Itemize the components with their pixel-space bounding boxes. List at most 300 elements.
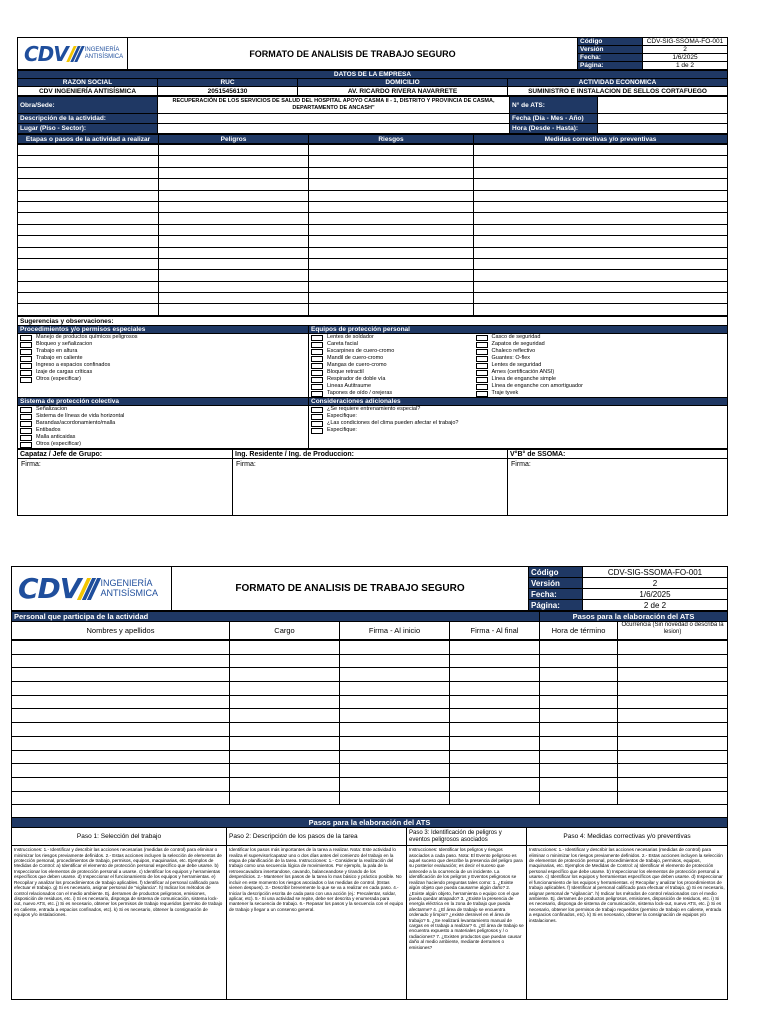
table-cell[interactable] [230,764,340,778]
signatures-table [17,449,728,516]
table-cell[interactable] [540,682,618,696]
table-cell[interactable] [18,190,159,201]
table-cell[interactable] [540,764,618,778]
epp-item [311,369,472,376]
epp-item [311,362,472,369]
table-cell[interactable] [18,213,159,224]
colectiva-checkbox[interactable] [20,442,32,448]
epp-checkbox[interactable] [476,384,488,390]
procedimiento-item [20,355,306,362]
epp-list-1 [309,334,474,398]
table-cell[interactable] [18,293,159,304]
pasos-title: Pasos para la elaboración del ATS [12,818,728,828]
table-cell[interactable] [18,145,159,156]
ats-input[interactable] [598,97,728,114]
epp-label: Lineas Autitraume [327,383,372,390]
fecha-label-2: Fecha: [529,589,583,600]
epp-label: Línea de enganche simple [491,376,557,383]
table-cell[interactable] [309,236,474,247]
table-row [12,709,728,723]
table-cell[interactable] [618,654,728,668]
table-cell[interactable] [18,167,159,178]
fecha-input[interactable] [598,114,728,124]
activities-rows [17,144,728,316]
table-cell[interactable] [474,304,728,315]
epp-label: Zapatos de seguridad [491,341,545,348]
table-cell[interactable] [474,270,728,281]
epp-label: Línea de enganche con amortiguador [491,383,583,390]
table-cell[interactable] [474,213,728,224]
colectiva-item [20,413,306,420]
table-cell[interactable] [450,777,540,791]
table-cell[interactable] [18,281,159,292]
table-cell[interactable] [230,695,340,709]
table-cell[interactable] [618,668,728,682]
epp-label: Lentes de soldador [327,334,374,341]
table-cell[interactable] [12,709,230,723]
table-cell[interactable] [230,654,340,668]
table-cell[interactable] [450,709,540,723]
epp-checkbox[interactable] [311,342,323,348]
epp-checkbox[interactable] [311,377,323,383]
colectiva-checkbox[interactable] [20,407,32,413]
procedimiento-label: Ingreso a espacios confinados [36,362,111,369]
header-table [17,37,728,70]
col-firma-inicio: Firma - Al inicio [340,622,450,640]
empresa-table [17,70,728,96]
table-cell[interactable] [309,224,474,235]
col-riesgos: Riesgos [309,135,474,144]
table-cell[interactable] [18,247,159,258]
colectiva-label: Señalizacion [36,406,68,413]
sugerencias-table [17,316,728,326]
table-cell[interactable] [230,682,340,696]
table-cell[interactable] [540,777,618,791]
table-cell[interactable] [159,247,309,258]
epp-checkbox[interactable] [476,391,488,397]
consideracion-item [311,406,725,413]
ssoma-firma[interactable] [508,459,728,516]
table-cell[interactable] [450,668,540,682]
epp-label: Bloque retractil [327,369,364,376]
table-cell[interactable] [159,236,309,247]
table-cell[interactable] [340,791,450,805]
spacer [11,805,728,817]
table-cell[interactable] [12,764,230,778]
table-cell[interactable] [540,654,618,668]
logo-brand: CDV [24,41,68,66]
procedimiento-checkbox[interactable] [20,342,32,348]
table-cell[interactable] [309,167,474,178]
colectiva-label: Barandas/acordonamiento/malla [36,420,116,427]
table-cell[interactable] [540,695,618,709]
procedimiento-checkbox[interactable] [20,356,32,362]
table-cell[interactable] [618,723,728,737]
paso1-text: Instrucciones: 1.- Identificar y describir las acciones necesarias (medidas de control) para eliminar o minimizar los riesgos previamente definidos. 2.- Estas acciones incluyen la selección de elementos de protección personal, procedimientos de trabajo, permisos, equipos, maquinarias, etc. Ejemplos de Medidas de Control: a) Identificar el elemento de protección personal específico que debe usarse. b) Inspeccionar los elementos de protección personal a usarse. c) Identificar los equipos y herramientas específicos que deben usarse. d) Inspeccionar el funcionamiento de los equipos y herramientas. e) Recopilar y analizar los procedimientos de trabajo aplicables. f) Identificar al personal calificado para efectuar el trabajo. g) Si es necesario, asignar personal de "vigilancia". h) Indicar los métodos de control relacionados con el medio ambiente. Ej. derrames de productos peligrosos, emisiones, disposición de residuos, etc. i) Si es necesario, disponga de sistema de comunicación, sistema lock-out, nuevo ATS, etc. j) Si es necesario, obtener los permisos de trabajo requeridos (permiso de trabajo en caliente, entrada a espacios confinados, etc). k) Si es necesario, obtener la consignación de equipos y/o instalaciones. [12,846,227,1000]
table-cell[interactable] [540,750,618,764]
consideracion-item [311,413,725,420]
table-cell[interactable] [340,764,450,778]
table-cell[interactable] [309,270,474,281]
colectiva-checkbox[interactable] [20,421,32,427]
table-cell[interactable] [474,281,728,292]
table-row [18,213,728,224]
table-cell[interactable] [540,641,618,655]
table-cell[interactable] [159,167,309,178]
table-cell[interactable] [618,641,728,655]
table-cell[interactable] [340,750,450,764]
table-cell[interactable] [474,145,728,156]
table-row [18,270,728,281]
table-cell[interactable] [18,179,159,190]
sugerencias-label: Sugerencias y observaciones: [18,316,728,325]
consideracion-label: Especifique: [327,427,357,434]
table-cell[interactable] [230,791,340,805]
col-hora-termino: Hora de término [540,622,618,640]
table-row [12,695,728,709]
firma-label-3: Firma: [511,461,531,469]
capataz-firma[interactable] [18,459,233,516]
table-row [18,281,728,292]
ats-label: N° de ATS: [510,97,598,114]
table-cell[interactable] [159,281,309,292]
procedimiento-checkbox[interactable] [20,370,32,376]
col-etapas: Etapas o pasos de la actividad a realizar [18,135,159,144]
empresa-header: DATOS DE LA EMPRESA [18,71,728,79]
table-cell[interactable] [618,695,728,709]
table-cell[interactable] [474,236,728,247]
procedimiento-item [20,362,306,369]
colectiva-label: Malla anticaidas [36,434,76,441]
procedimientos-list [18,334,309,398]
ssoma-label: V°B° de SSOMA: [508,450,728,459]
table-cell[interactable] [450,641,540,655]
table-cell[interactable] [159,304,309,315]
consideracion-item [311,427,725,434]
table-cell[interactable] [340,777,450,791]
table-cell[interactable] [230,736,340,750]
col-firma-final: Firma - Al final [450,622,540,640]
consideracion-checkbox[interactable] [311,421,323,427]
table-cell[interactable] [309,258,474,269]
table-cell[interactable] [18,236,159,247]
codigo-label-2: Código [529,567,583,578]
table-cell[interactable] [12,777,230,791]
table-cell[interactable] [474,201,728,212]
table-row [18,167,728,178]
table-cell[interactable] [159,145,309,156]
epp-item [476,362,726,369]
lugar-label: Lugar (Piso - Sector): [18,124,158,134]
table-cell[interactable] [618,682,728,696]
ruc-value: 20515456130 [158,87,298,96]
table-cell[interactable] [159,224,309,235]
fecha-label: Fecha: [578,54,643,62]
epp-label: Traje tyvek [491,390,519,397]
pasos-table [11,817,728,1000]
colectiva-item [20,427,306,434]
table-cell[interactable] [618,736,728,750]
table-cell[interactable] [12,654,230,668]
epp-checkbox[interactable] [476,377,488,383]
table-cell[interactable] [474,190,728,201]
epp-label: Arnes (certificación ANSI) [491,369,555,376]
table-cell[interactable] [159,270,309,281]
table-cell[interactable] [309,145,474,156]
table-cell[interactable] [159,213,309,224]
col-medidas: Medidas correctivas y/o preventivas [474,135,728,144]
table-cell[interactable] [309,281,474,292]
header-table-2 [11,566,728,611]
table-cell[interactable] [309,179,474,190]
codigo-label: Código [578,38,643,46]
table-cell[interactable] [618,750,728,764]
table-cell[interactable] [618,764,728,778]
table-row [18,304,728,315]
table-cell[interactable] [450,791,540,805]
colectiva-list [18,406,309,449]
table-row [12,750,728,764]
epp-checkbox[interactable] [476,342,488,348]
codigo-value-2: CDV-SIG-SSOMA-FO-001 [583,567,728,578]
table-cell[interactable] [474,247,728,258]
version-label-2: Versión [529,578,583,589]
table-cell[interactable] [12,682,230,696]
table-cell[interactable] [230,709,340,723]
pagina-value-2: 2 de 2 [583,600,728,611]
domicilio-value: AV. RICARDO RIVERA NAVARRETE [298,87,508,96]
table-cell[interactable] [474,293,728,304]
table-cell[interactable] [309,156,474,167]
table-row [18,190,728,201]
logo2-line1: INGENIERÍA [100,577,153,588]
ats-page-2 [11,566,728,1024]
table-cell[interactable] [450,654,540,668]
epp-checkbox[interactable] [311,335,323,341]
checklist-table [17,325,728,449]
table-cell[interactable] [12,791,230,805]
consideraciones-list [309,406,728,449]
table-cell[interactable] [159,156,309,167]
consideracion-checkbox[interactable] [311,428,323,434]
table-cell[interactable] [159,258,309,269]
logo-brand-2: CDV [18,572,81,605]
table-cell[interactable] [618,777,728,791]
table-cell[interactable] [159,293,309,304]
paso4-title: Paso 4: Medidas correctivas y/o preventivas [527,828,728,846]
paso2-text: Identificar los pasos más importantes de la tarea a realizar. Nota: Este actividad lo realiza el supervisor/capataz uno o dos días antes del comienzo del trabajo en la etapa de planificación de la tarea. Instrucciones: 1.- Considerar la realización del trabajo como una secuencia lógica de movimientos. Por ejemplo, la pala de la retroexcavadora insertandose, cavando, balanceandose y tirando de los desperdicios. 2.- Mantener los pasos de la tarea lo mas básico y práctico posible. No incluir en este momento los riesgos asociados o las medidas de control. (Estas vienen despues). 3.- Describir brevemente lo que se va a realizar en cada paso. 4.- Iniciar la descripción escrita de cada paso con una acción (ej.: Precalentar, soldar, aplicar, etc). 5.- Si una actividad se repite, debe ser descrita y enumerada para mantener la secuencia de trabajo. 6.- Repasar los pasos y la secuencia con el equipo de trabajo y llegar a un consenso general. [227,846,407,1000]
table-cell[interactable] [450,723,540,737]
colectiva-item [20,420,306,427]
col-ocurrencia: Ocurrencia (Sin novedad o describa la lesion) [618,622,728,640]
table-cell[interactable] [450,682,540,696]
table-row [18,236,728,247]
epp-checkbox[interactable] [311,384,323,390]
table-cell[interactable] [540,736,618,750]
pasos-header: Pasos para la elaboración del ATS [540,612,728,622]
col-ruc: RUC [158,79,298,87]
table-cell[interactable] [340,641,450,655]
epp-checkbox[interactable] [311,349,323,355]
table-cell[interactable] [230,750,340,764]
hora-input[interactable] [598,124,728,134]
table-row [18,145,728,156]
table-cell[interactable] [450,764,540,778]
table-row [12,791,728,805]
procedimiento-item [20,341,306,348]
table-cell[interactable] [230,668,340,682]
table-cell[interactable] [18,270,159,281]
table-cell[interactable] [12,668,230,682]
consideraciones-header: Consideraciones adicionales [309,398,728,406]
table-cell[interactable] [12,723,230,737]
table-cell[interactable] [230,723,340,737]
table-cell[interactable] [309,190,474,201]
col-peligros: Peligros [159,135,309,144]
table-cell[interactable] [12,695,230,709]
epp-item [476,390,726,397]
lugar-input[interactable] [158,124,510,134]
personal-table [11,611,728,640]
table-cell[interactable] [450,695,540,709]
table-row [18,247,728,258]
table-cell[interactable] [159,190,309,201]
epp-label: Lentes de seguridad [491,362,542,369]
table-cell[interactable] [309,247,474,258]
epp-item [476,376,726,383]
table-cell[interactable] [340,709,450,723]
table-cell[interactable] [309,201,474,212]
table-cell[interactable] [340,695,450,709]
table-row [18,224,728,235]
table-cell[interactable] [618,709,728,723]
table-cell[interactable] [12,750,230,764]
procedimiento-checkbox[interactable] [20,349,32,355]
epp-checkbox[interactable] [476,349,488,355]
table-row [12,764,728,778]
colectiva-checkbox[interactable] [20,428,32,434]
colectiva-label: Sistema de líneas de vida horizontal [36,413,125,420]
table-row [12,723,728,737]
procedimiento-checkbox[interactable] [20,377,32,383]
table-cell[interactable] [12,736,230,750]
table-cell[interactable] [309,293,474,304]
table-cell[interactable] [230,777,340,791]
residente-firma[interactable] [233,459,508,516]
logo-2 [12,567,172,611]
table-cell[interactable] [340,668,450,682]
table-cell[interactable] [474,179,728,190]
table-cell[interactable] [340,736,450,750]
personal-rows [11,640,728,805]
actividad-value: SUMINISTRO E INSTALACION DE SELLOS CORTAFUEGO [508,87,728,96]
table-cell[interactable] [474,156,728,167]
table-cell[interactable] [450,736,540,750]
table-cell[interactable] [159,201,309,212]
table-cell[interactable] [309,213,474,224]
table-cell[interactable] [540,668,618,682]
procedimiento-item [20,348,306,355]
table-cell[interactable] [230,641,340,655]
table-cell[interactable] [18,304,159,315]
epp-checkbox[interactable] [476,335,488,341]
procedimiento-label: Trabajo en altura [36,348,78,355]
consideracion-item [311,420,725,427]
table-cell[interactable] [12,641,230,655]
epp-checkbox[interactable] [311,356,323,362]
table-cell[interactable] [474,258,728,269]
table-cell[interactable] [340,654,450,668]
desc-input[interactable] [158,114,510,124]
fecha-value-2: 1/6/2025 [583,589,728,600]
epp-checkbox[interactable] [311,363,323,369]
logo-line2: ANTISÍSMICA [84,53,124,60]
table-cell[interactable] [474,224,728,235]
obra-label: Obra/Sede: [18,97,158,114]
epp-checkbox[interactable] [476,363,488,369]
epp-item [311,334,472,341]
obra-value: RECUPERACIÓN DE LOS SERVICIOS DE SALUD DEL HOSPITAL APOYO CASMA II - 1, DISTRITO Y PROVINCIA DE CASMA, DEPARTAMENTO DE ANCASH" [158,97,510,114]
epp-item [476,341,726,348]
table-cell[interactable] [18,258,159,269]
colectiva-checkbox[interactable] [20,435,32,441]
obra-table [17,96,728,134]
colectiva-checkbox[interactable] [20,414,32,420]
table-row [18,293,728,304]
table-cell[interactable] [18,156,159,167]
table-cell[interactable] [540,723,618,737]
table-cell[interactable] [540,709,618,723]
fecha-dma-label: Fecha (Día - Mes - Año) [510,114,598,124]
table-cell[interactable] [18,201,159,212]
colectiva-header: Sistema de protección colectiva [18,398,309,406]
table-cell[interactable] [340,682,450,696]
table-cell[interactable] [450,750,540,764]
table-cell[interactable] [340,723,450,737]
table-cell[interactable] [159,179,309,190]
consideracion-checkbox[interactable] [311,414,323,420]
col-nombres: Nombres y apellidos [12,622,230,640]
epp-checkbox[interactable] [476,356,488,362]
table-row [18,258,728,269]
epp-item [311,341,472,348]
colectiva-item [20,406,306,413]
epp-label: Tapones de oído / orejeras [327,390,393,397]
epp-checkbox[interactable] [311,391,323,397]
table-cell[interactable] [618,791,728,805]
firma-label-1: Firma: [21,461,41,469]
consideracion-checkbox[interactable] [311,407,323,413]
table-cell[interactable] [540,791,618,805]
epp-label: Escarpines de cuero-cromo [327,348,395,355]
razon-value: CDV INGENIERÍA ANTISÍSMICA [18,87,158,96]
procedimiento-label: Otros (especificar) [36,376,81,383]
table-row [18,156,728,167]
epp-checkbox[interactable] [311,370,323,376]
paso1-title: Paso 1: Selección del trabajo [12,828,227,846]
procedimiento-checkbox[interactable] [20,335,32,341]
fecha-value: 1/6/2025 [643,54,728,62]
table-cell[interactable] [18,224,159,235]
procedimiento-checkbox[interactable] [20,363,32,369]
table-row [12,654,728,668]
epp-checkbox[interactable] [476,370,488,376]
epp-item [311,376,472,383]
table-cell[interactable] [474,167,728,178]
table-cell[interactable] [309,304,474,315]
epp-item [476,369,726,376]
residente-label: Ing. Residente / Ing. de Produccion: [233,450,508,459]
